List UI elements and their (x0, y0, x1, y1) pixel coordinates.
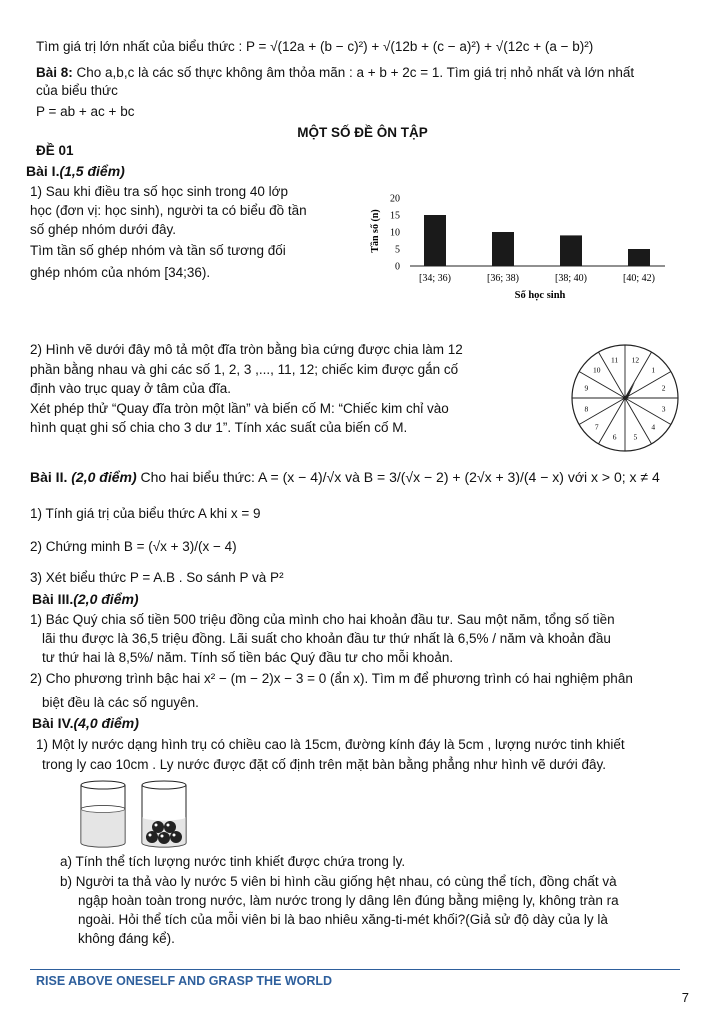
wheel-number: 4 (651, 422, 656, 432)
bai3-q1-line: tư thứ hai là 8,5%/ năm. Tính số tiền bác Quý đầu tư cho mỗi khoản. (42, 650, 454, 665)
bai4-qb-line: không đáng kể). (78, 931, 175, 946)
bai2-intro: Cho hai biểu thức: A = (x − 4)/√x và B = 3/(√x − 2) + (2√x + 3)/(4 − x) với x > 0; x ≠ 4 (140, 469, 660, 485)
chart-bar (492, 232, 514, 266)
bai3-q2-line: biệt đều là các số nguyên. (42, 695, 199, 710)
bai2-q1: 1) Tính giá trị của biểu thức A khi x = 9 (30, 506, 261, 521)
formula-p: √(12a + (b − c)²) + √(12b + (c − a)²) + √(12c + (a − b)²) (270, 39, 594, 54)
bai4-qb-line: b) Người ta thả vào ly nước 5 viên bi hình cầu giống hệt nhau, có cùng thể tích, đồng chất và (60, 874, 617, 889)
wheel-number: 7 (594, 422, 599, 432)
bai2-q3: 3) Xét biểu thức P = A.B . So sánh P và P² (30, 570, 284, 585)
bai1-q2-line: định vào trục quay ở tâm của đĩa. (30, 381, 231, 396)
bai1-q2-line: hình quạt ghi số chia cho 3 dư 1”. Tính xác suất của biến cố M. (30, 420, 408, 435)
bai3-q2-line: 2) Cho phương trình bậc hai x² − (m − 2)x − 3 = 0 (ẩn x). Tìm m để phương trình có hai nghiệm phân (30, 671, 633, 686)
wheel-number: 12 (631, 355, 640, 365)
page-number: 7 (681, 990, 689, 1005)
footer-divider (30, 969, 680, 970)
wheel-number: 1 (651, 365, 656, 375)
bai1-q1-line: số ghép nhóm dưới đây. (30, 222, 176, 237)
bai8-label: Bài 8: (36, 65, 73, 80)
wheel-number: 6 (612, 432, 617, 442)
bai4-q1-line: 1) Một ly nước dạng hình trụ có chiều cao là 15cm, đường kính đáy là 5cm , lượng nước tinh khiết (36, 737, 625, 752)
wheel-number: 2 (661, 383, 666, 393)
wheel-number: 9 (584, 383, 589, 393)
bai1-q1-line: 1) Sau khi điều tra số học sinh trong 40 lớp (30, 184, 289, 199)
bai1-q1-line: Tìm tần số ghép nhóm và tần số tương đối (30, 243, 286, 258)
bai8-line: Bài 8: Cho a,b,c là các số thực không âm thỏa mãn : a + b + 2c = 1. Tìm giá trị nhỏ nhất và lớn nhất (36, 65, 635, 80)
wheel-number: 5 (633, 432, 638, 442)
bai8-line2: của biểu thức (36, 83, 118, 98)
wheel-number: 8 (584, 404, 589, 414)
bai4-q1-line: trong ly cao 10cm . Ly nước được đặt cố định trên mặt bàn bằng phẳng như hình vẽ dưới đây. (42, 757, 607, 772)
intro-line: Tìm giá trị lớn nhất của biểu thức : P = √(12a + (b − c)²) + √(12b + (c − a)²) + √(12c + (a − b)²) (36, 39, 594, 54)
chart-bar (424, 215, 446, 266)
glass-figure (78, 779, 196, 851)
bai4-qb-line: ngoài. Hỏi thể tích của mỗi viên bi là bao nhiêu xăng-ti-mét khối?(Giả sử độ dày của ly là (78, 912, 608, 927)
exam-title: ĐỀ 01 (36, 143, 74, 158)
bai2-q2: 2) Chứng minh B = (√x + 3)/(x − 4) (30, 539, 237, 554)
footer-slogan: RISE ABOVE ONESELF AND GRASP THE WORLD (36, 974, 333, 988)
bai2-heading: Bài II. (2,0 điểm) Cho hai biểu thức: A = (x − 4)/√x và B = 3/(√x − 2) + (2√x + 3)/(4 − x) với x > 0; x ≠ 4 (30, 469, 660, 485)
spinner-wheel (567, 340, 683, 456)
wheel-number: 10 (592, 365, 601, 375)
chart-bar (628, 249, 650, 266)
frequency-chart (360, 186, 685, 304)
bai1-q2-line: 2) Hình vẽ dưới đây mô tả một đĩa tròn bằng bìa cứng được chia làm 12 (30, 342, 463, 357)
chart-xtick-label: [40; 42) (623, 273, 655, 284)
bai1-q2-line: phần bằng nhau và ghi các số 1, 2, 3 ,..., 11, 12; chiếc kim được gắn cố (30, 362, 459, 377)
chart-xlabel: Số học sinh (514, 290, 566, 301)
bai4-heading: Bài IV.(4,0 điểm) (32, 715, 139, 731)
bai1-q1-line: ghép nhóm của nhóm [34;36). (30, 265, 211, 280)
chart-xtick-label: [36; 38) (487, 273, 519, 284)
bai3-heading: Bài III.(2,0 điểm) (32, 591, 139, 607)
chart-ytick-label: 5 (395, 244, 400, 256)
chart-xtick-label: [34; 36) (419, 273, 451, 284)
chart-ytick-label: 15 (390, 210, 400, 222)
bai1-q2-line: Xét phép thử “Quay đĩa tròn một lần” và biến cố M: “Chiếc kim chỉ vào (30, 401, 449, 416)
section-title: MỘT SỐ ĐỀ ÔN TẬP (297, 125, 428, 140)
chart-ytick-label: 20 (390, 193, 400, 205)
wheel-number: 3 (661, 404, 666, 414)
chart-bar (560, 235, 582, 266)
chart-xtick-label: [38; 40) (555, 273, 587, 284)
wheel-number: 11 (611, 355, 619, 365)
bai4-qa: a) Tính thể tích lượng nước tinh khiết được chứa trong ly. (60, 854, 406, 869)
chart-ylabel: Tần số (n) (370, 209, 381, 253)
chart-ytick-label: 10 (390, 227, 400, 239)
chart-ytick-label: 0 (395, 261, 400, 273)
glass-left (81, 781, 125, 847)
bai3-q1-line: lãi thu được là 36,5 triệu đồng. Lãi suất cho khoản đầu tư thứ nhất là 6,5% / năm và khoản đầu (42, 631, 611, 646)
bai8-formula: P = ab + ac + bc (36, 104, 135, 119)
bai1-q1-line: học (đơn vị: học sinh), người ta có biểu đồ tần (30, 203, 307, 218)
bai4-qb-line: ngập hoàn toàn trong nước, làm nước trong ly dâng lên đúng bằng miệng ly, không tràn ra (78, 893, 619, 908)
bai1-heading: Bài I.(1,5 điểm) (26, 163, 125, 179)
bai3-q1-line: 1) Bác Quý chia số tiền 500 triệu đồng của mình cho hai khoản đầu tư. Sau một năm, tổng số tiền (30, 612, 615, 627)
